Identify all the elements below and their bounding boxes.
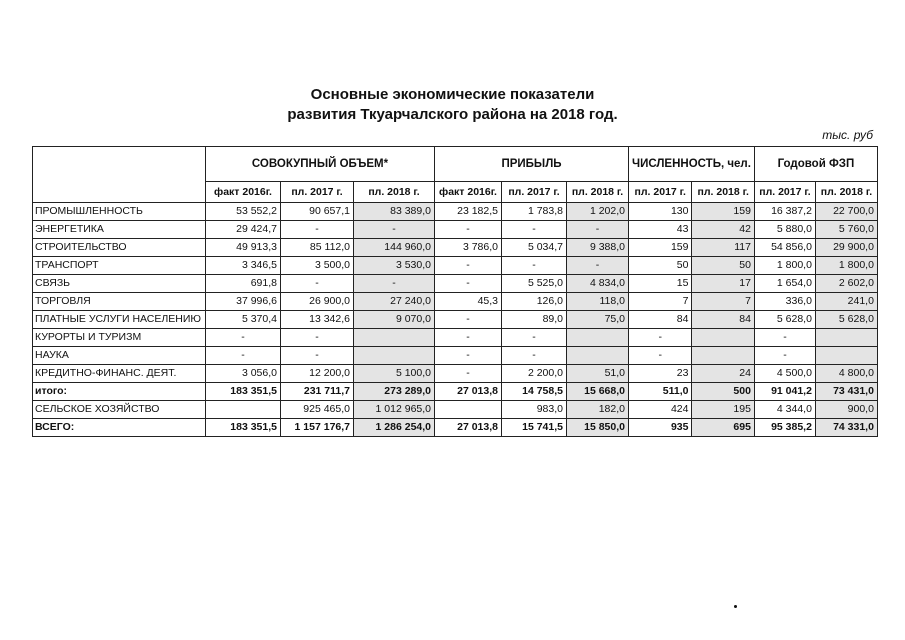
row-label: ПРОМЫШЛЕННОСТЬ: [33, 203, 206, 221]
table-cell: 159: [692, 203, 754, 221]
table-cell: 7: [692, 293, 754, 311]
table-cell: -: [206, 329, 281, 347]
table-cell: -: [435, 221, 502, 239]
table-cell: 23 182,5: [435, 203, 502, 221]
table-cell: 84: [629, 311, 692, 329]
table-cell: 9 388,0: [567, 239, 629, 257]
document-title-line2: развития Ткуарчалского района на 2018 год.: [287, 106, 618, 123]
table-cell: -: [354, 275, 435, 293]
table-cell: 241,0: [815, 293, 877, 311]
table-cell: 74 331,0: [815, 419, 877, 437]
table-row: [33, 239, 878, 257]
table-cell: 1 800,0: [754, 257, 815, 275]
table-cell: 925 465,0: [281, 401, 354, 419]
table-cell: -: [206, 347, 281, 365]
table-cell: 3 530,0: [354, 257, 435, 275]
group-header-total-volume: СОВОКУПНЫЙ ОБЪЕМ*: [206, 147, 435, 182]
table-row: [33, 311, 878, 329]
table-cell: 5 525,0: [502, 275, 567, 293]
table-cell: 15 850,0: [567, 419, 629, 437]
table-row: [33, 347, 878, 365]
table-cell: 1 783,8: [502, 203, 567, 221]
document-title-line1: Основные экономические показатели: [310, 86, 595, 103]
table-cell: 3 786,0: [435, 239, 502, 257]
table-cell: 37 996,6: [206, 293, 281, 311]
table-cell: -: [435, 365, 502, 383]
group-header-headcount: ЧИСЛЕННОСТЬ, чел.: [629, 147, 755, 182]
subheader: пл. 2018 г.: [354, 182, 435, 203]
table-cell: -: [502, 257, 567, 275]
table-cell: 73 431,0: [815, 383, 877, 401]
table-cell: 15 741,5: [502, 419, 567, 437]
table-cell: 42: [692, 221, 754, 239]
table-cell: 5 760,0: [815, 221, 877, 239]
row-label: СТРОИТЕЛЬСТВО: [33, 239, 206, 257]
table-cell: 9 070,0: [354, 311, 435, 329]
table-cell: 5 880,0: [754, 221, 815, 239]
table-cell: [354, 347, 435, 365]
row-label: ВСЕГО:: [33, 419, 206, 437]
table-cell: -: [754, 347, 815, 365]
table-cell: [435, 401, 502, 419]
table-cell: 85 112,0: [281, 239, 354, 257]
table-cell: 182,0: [567, 401, 629, 419]
units-label: тыс. руб: [822, 128, 873, 142]
table-cell: 49 913,3: [206, 239, 281, 257]
row-label: СВЯЗЬ: [33, 275, 206, 293]
table-cell: 5 628,0: [815, 311, 877, 329]
group-header-profit: ПРИБЫЛЬ: [435, 147, 629, 182]
table-cell: 23: [629, 365, 692, 383]
table-row: [33, 203, 878, 221]
table-cell: 126,0: [502, 293, 567, 311]
table-cell: 83 389,0: [354, 203, 435, 221]
row-label: ТРАНСПОРТ: [33, 257, 206, 275]
table-cell: 5 370,4: [206, 311, 281, 329]
table-cell: [567, 329, 629, 347]
table-row: [33, 401, 878, 419]
table-cell: 1 286 254,0: [354, 419, 435, 437]
table-cell: 5 034,7: [502, 239, 567, 257]
table-cell: -: [502, 329, 567, 347]
table-cell: 16 387,2: [754, 203, 815, 221]
table-cell: -: [567, 257, 629, 275]
table-cell: -: [754, 329, 815, 347]
table-cell: [692, 347, 754, 365]
row-label: ЭНЕРГЕТИКА: [33, 221, 206, 239]
table-cell: 22 700,0: [815, 203, 877, 221]
table-cell: [815, 347, 877, 365]
table-cell: 89,0: [502, 311, 567, 329]
table-cell: 4 834,0: [567, 275, 629, 293]
table-row: [33, 257, 878, 275]
table-cell: 117: [692, 239, 754, 257]
table-cell: -: [435, 311, 502, 329]
subheader: факт 2016г.: [435, 182, 502, 203]
table-cell: 26 900,0: [281, 293, 354, 311]
table-cell: -: [502, 347, 567, 365]
row-label: КУРОРТЫ И ТУРИЗМ: [33, 329, 206, 347]
table-cell: 13 342,6: [281, 311, 354, 329]
scan-speck: [734, 605, 737, 608]
table-cell: 91 041,2: [754, 383, 815, 401]
table-cell: 27 013,8: [435, 383, 502, 401]
table-row: [33, 221, 878, 239]
table-cell: 4 800,0: [815, 365, 877, 383]
table-row: [33, 383, 878, 401]
table-cell: 5 628,0: [754, 311, 815, 329]
table-cell: 2 200,0: [502, 365, 567, 383]
table-cell: -: [629, 329, 692, 347]
table-cell: -: [281, 275, 354, 293]
table-cell: 27 240,0: [354, 293, 435, 311]
table-cell: 2 602,0: [815, 275, 877, 293]
table-cell: -: [354, 221, 435, 239]
table-cell: [692, 329, 754, 347]
row-label: СЕЛЬСКОЕ ХОЗЯЙСТВО: [33, 401, 206, 419]
row-label: ТОРГОВЛЯ: [33, 293, 206, 311]
subheader: пл. 2017 г.: [281, 182, 354, 203]
row-label: КРЕДИТНО-ФИНАНС. ДЕЯТ.: [33, 365, 206, 383]
table-row: [33, 329, 878, 347]
table-cell: 14 758,5: [502, 383, 567, 401]
table-cell: 29 424,7: [206, 221, 281, 239]
table-cell: 17: [692, 275, 754, 293]
row-label: итого:: [33, 383, 206, 401]
table-cell: 159: [629, 239, 692, 257]
table-cell: 195: [692, 401, 754, 419]
table-cell: 500: [692, 383, 754, 401]
table-cell: 118,0: [567, 293, 629, 311]
table-cell: 1 202,0: [567, 203, 629, 221]
table-cell: 183 351,5: [206, 419, 281, 437]
table-cell: 144 960,0: [354, 239, 435, 257]
table-cell: 935: [629, 419, 692, 437]
table-cell: 231 711,7: [281, 383, 354, 401]
table-cell: -: [435, 347, 502, 365]
table-cell: 95 385,2: [754, 419, 815, 437]
table-cell: 336,0: [754, 293, 815, 311]
subheader: пл. 2018 г.: [567, 182, 629, 203]
table-cell: [354, 329, 435, 347]
table-cell: 53 552,2: [206, 203, 281, 221]
table-cell: 84: [692, 311, 754, 329]
table-cell: 54 856,0: [754, 239, 815, 257]
table-cell: 24: [692, 365, 754, 383]
table-cell: -: [567, 221, 629, 239]
table-cell: 1 800,0: [815, 257, 877, 275]
table-cell: 1 157 176,7: [281, 419, 354, 437]
subheader: факт 2016г.: [206, 182, 281, 203]
subheader: пл. 2017 г.: [754, 182, 815, 203]
table-cell: 691,8: [206, 275, 281, 293]
table-cell: 75,0: [567, 311, 629, 329]
subheader: пл. 2018 г.: [815, 182, 877, 203]
table-cell: 45,3: [435, 293, 502, 311]
table-cell: -: [281, 329, 354, 347]
table-cell: 130: [629, 203, 692, 221]
table-cell: 50: [629, 257, 692, 275]
table-cell: 3 056,0: [206, 365, 281, 383]
table-row: [33, 419, 878, 437]
table-row: [33, 275, 878, 293]
table-cell: 27 013,8: [435, 419, 502, 437]
table-cell: -: [629, 347, 692, 365]
subheader: пл. 2018 г.: [692, 182, 754, 203]
table-cell: 51,0: [567, 365, 629, 383]
table-cell: 3 346,5: [206, 257, 281, 275]
table-cell: -: [502, 221, 567, 239]
table-cell: -: [435, 275, 502, 293]
table-cell: 695: [692, 419, 754, 437]
table-cell: -: [281, 221, 354, 239]
subheader: пл. 2017 г.: [629, 182, 692, 203]
table-cell: -: [435, 329, 502, 347]
table-cell: 12 200,0: [281, 365, 354, 383]
table-row: [33, 293, 878, 311]
table-cell: 424: [629, 401, 692, 419]
table-cell: -: [281, 347, 354, 365]
row-label-header: [33, 147, 206, 203]
table-cell: 273 289,0: [354, 383, 435, 401]
table-row: [33, 365, 878, 383]
table-cell: 4 500,0: [754, 365, 815, 383]
indicators-table: [32, 146, 878, 437]
table-cell: 4 344,0: [754, 401, 815, 419]
table-cell: 1 654,0: [754, 275, 815, 293]
table-cell: 983,0: [502, 401, 567, 419]
table-cell: 7: [629, 293, 692, 311]
row-label: НАУКА: [33, 347, 206, 365]
table-cell: 5 100,0: [354, 365, 435, 383]
table-cell: [815, 329, 877, 347]
table-cell: 90 657,1: [281, 203, 354, 221]
group-header-payroll: Годовой ФЗП: [754, 147, 877, 182]
table-cell: 15 668,0: [567, 383, 629, 401]
table-body: [33, 203, 878, 437]
table-cell: -: [435, 257, 502, 275]
table-cell: 1 012 965,0: [354, 401, 435, 419]
table-cell: 15: [629, 275, 692, 293]
row-label: ПЛАТНЫЕ УСЛУГИ НАСЕЛЕНИЮ: [33, 311, 206, 329]
table-cell: 511,0: [629, 383, 692, 401]
table-cell: 900,0: [815, 401, 877, 419]
subheader: пл. 2017 г.: [502, 182, 567, 203]
table-cell: [206, 401, 281, 419]
table-cell: 3 500,0: [281, 257, 354, 275]
table-cell: 29 900,0: [815, 239, 877, 257]
table-cell: [567, 347, 629, 365]
table-cell: 43: [629, 221, 692, 239]
table-cell: 183 351,5: [206, 383, 281, 401]
table-cell: 50: [692, 257, 754, 275]
